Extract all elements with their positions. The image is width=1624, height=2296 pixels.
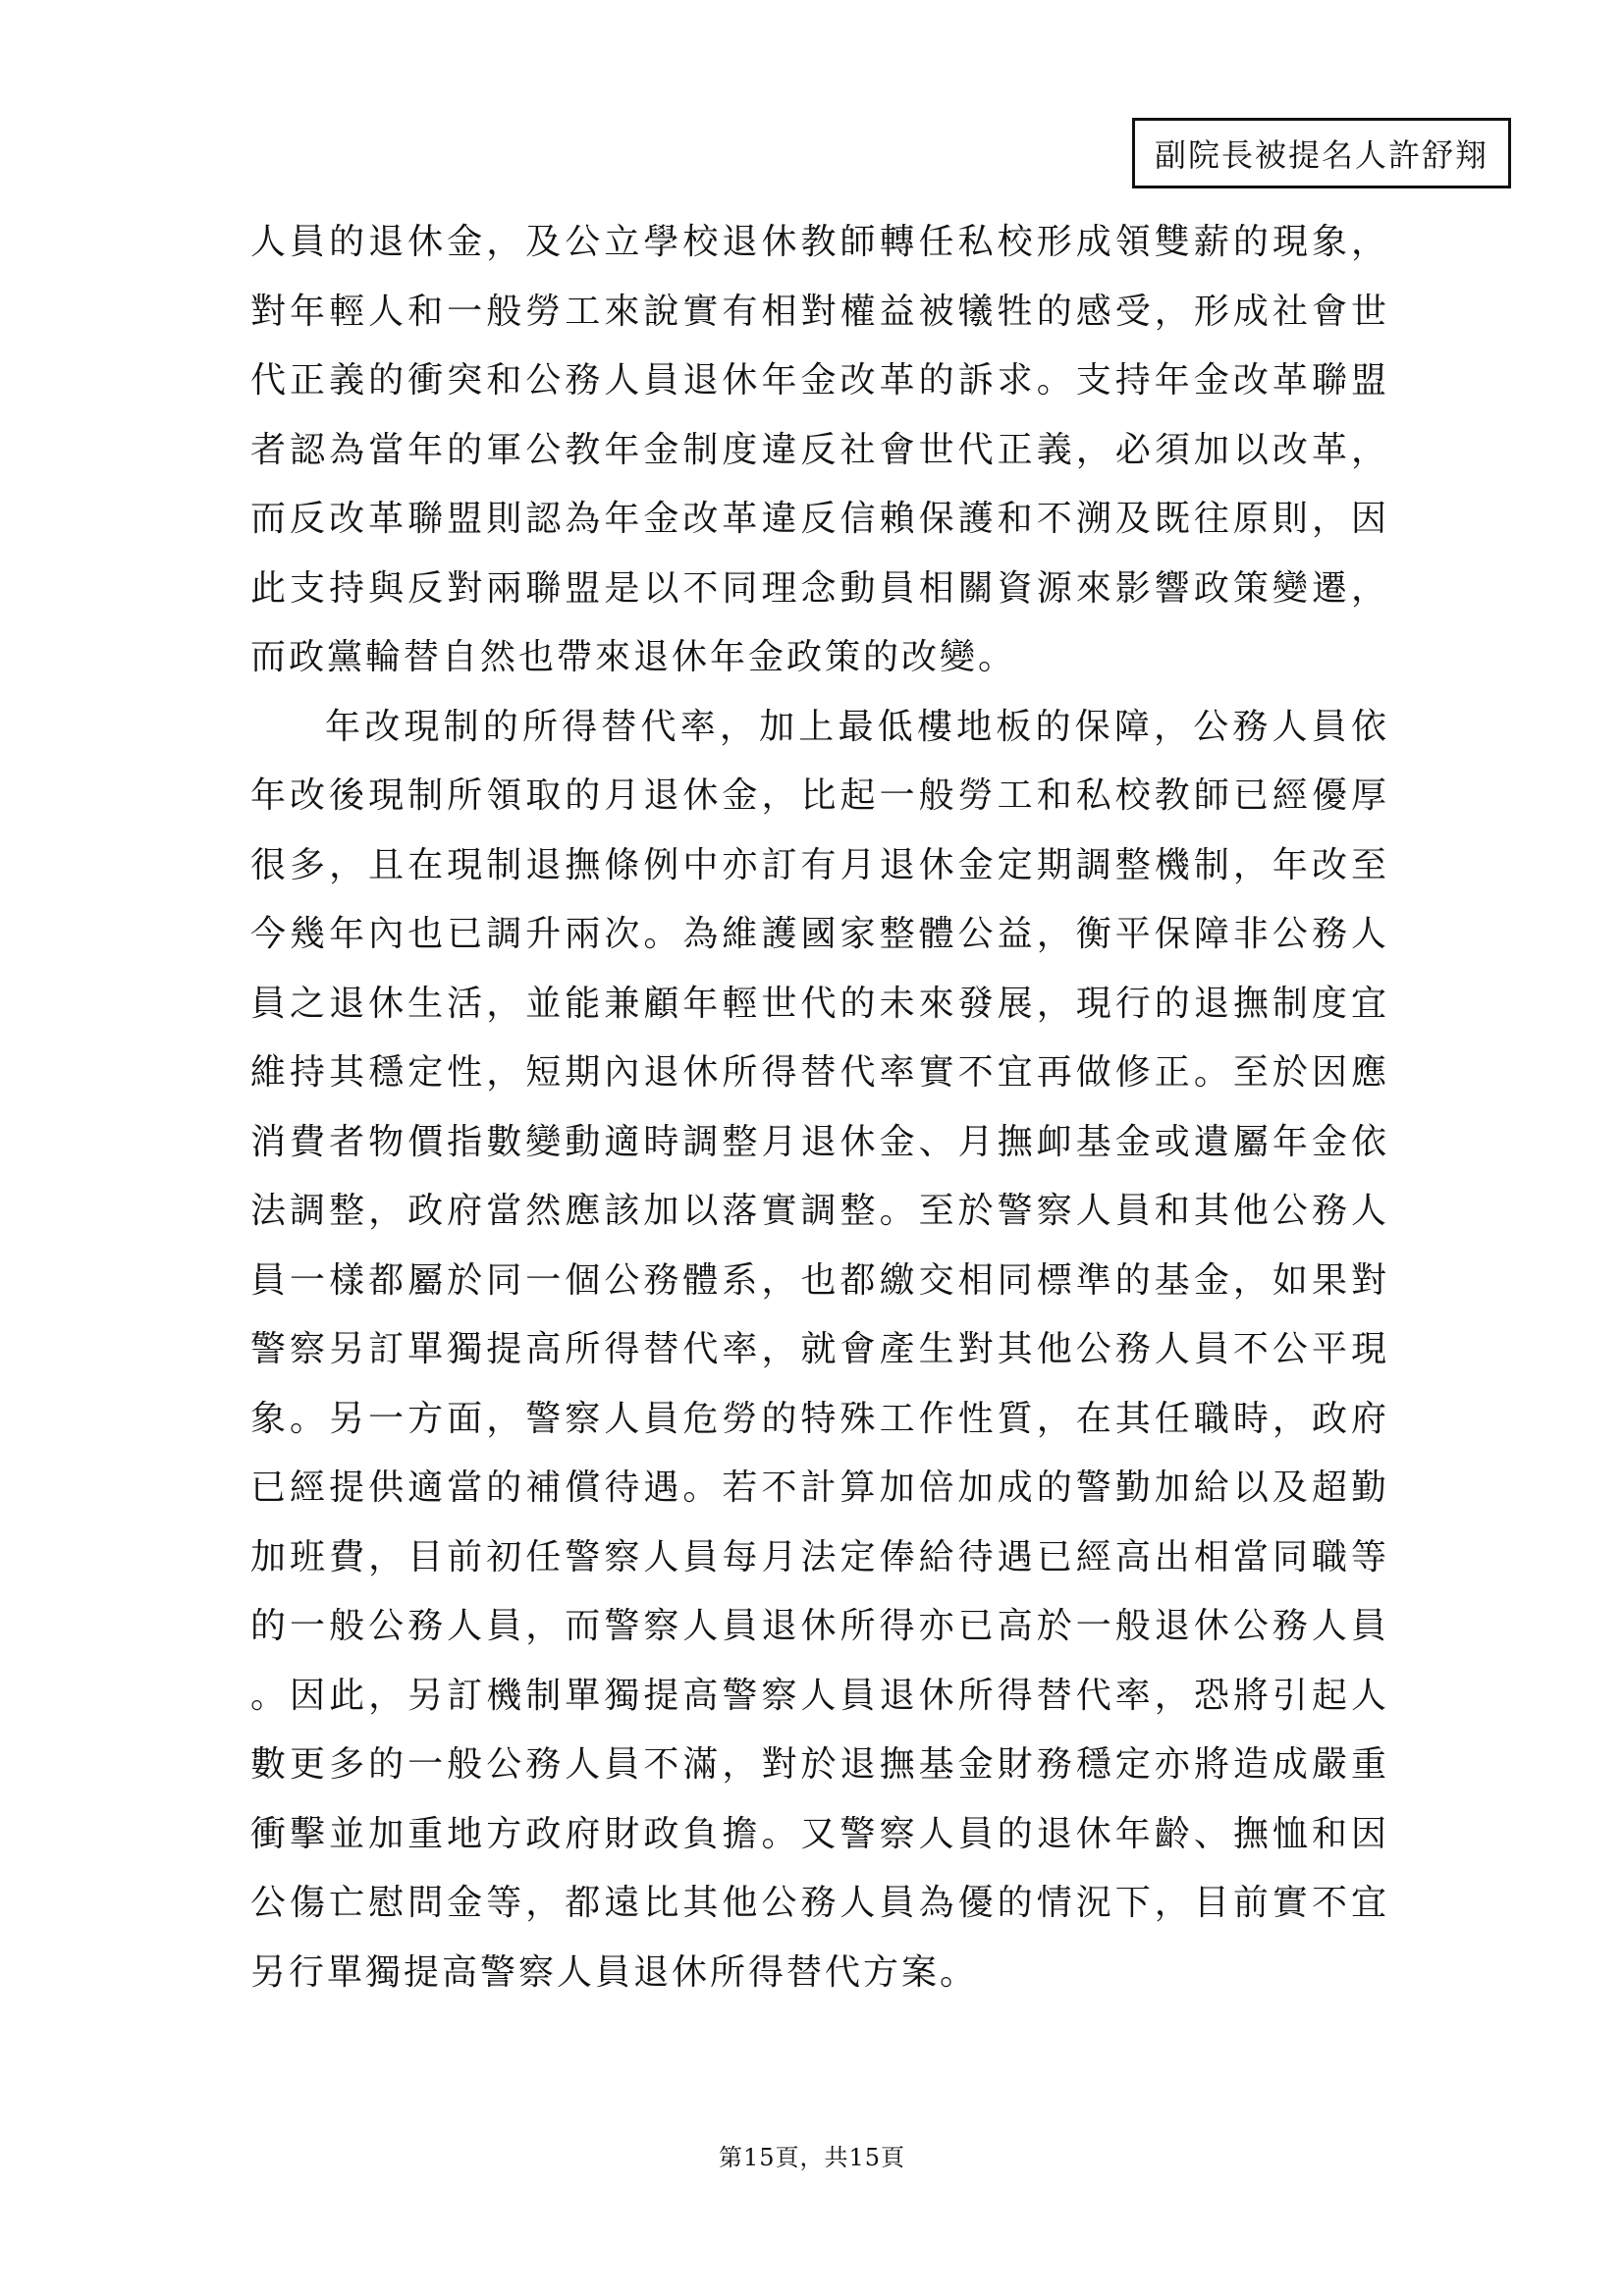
paragraph-1: 人員的退休金，及公立學校退休教師轉任私校形成領雙薪的現象，對年輕人和一般勞工來說實有相對權益被犧牲的感受，形成社會世代正義的衝突和公務人員退休年金改革的訴求。支持年金改革聯盟者認為當年的軍公教年金制度違反社會世代正義，必須加以改革，而反改革聯盟則認為年金改革違反信賴保護和不溯及既往原則，因此支持與反對兩聯盟是以不同理念動員相關資源來影響政策變遷，而政黨輪替自然也帶來退休年金政策的改變。 xyxy=(250,222,1389,677)
nominee-header-box xyxy=(1132,118,1511,188)
paragraph-2: 年改現制的所得替代率，加上最低樓地板的保障，公務人員依年改後現制所領取的月退休金，比起一般勞工和私校教師已經優厚很多，且在現制退撫條例中亦訂有月退休金定期調整機制，年改至今幾年內也已調升兩次。為維護國家整體公益，衡平保障非公務人員之退休生活，並能兼顧年輕世代的未來發展，現行的退撫制度宜維持其穩定性，短期內退休所得替代率實不宜再做修正。至於因應消費者物價指數變動適時調整月退休金、月撫卹基金或遺屬年金依法調整，政府當然應該加以落實調整。至於警察人員和其他公務人員一樣都屬於同一個公務體系，也都繳交相同標準的基金，如果對警察另訂單獨提高所得替代率，就會產生對其他公務人員不公平現象。另一方面，警察人員危勞的特殊工作性質，在其任職時，政府已經提供適當的補償待遇。若不計算加倍加成的警勤加給以及超勤加班費，目前初任警察人員每月法定俸給待遇已經高出相當同職等的一般公務人員，而警察人員退休所得亦已高於一般退休公務人員。因此，另訂機制單獨提高警察人員退休所得替代率，恐將引起人數更多的一般公務人員不滿，對於退撫基金財務穩定亦將造成嚴重衝擊並加重地方政府財政負擔。又警察人員的退休年齡、撫恤和因公傷亡慰問金等，都遠比其他公務人員為優的情況下，目前實不宜另行單獨提高警察人員退休所得替代方案。 xyxy=(250,706,1389,1993)
page-number: 第15頁，共15頁 xyxy=(718,2144,906,2171)
nominee-header-label: 副院長被提名人許舒翔 xyxy=(1154,136,1489,174)
document-body xyxy=(250,208,1389,2007)
